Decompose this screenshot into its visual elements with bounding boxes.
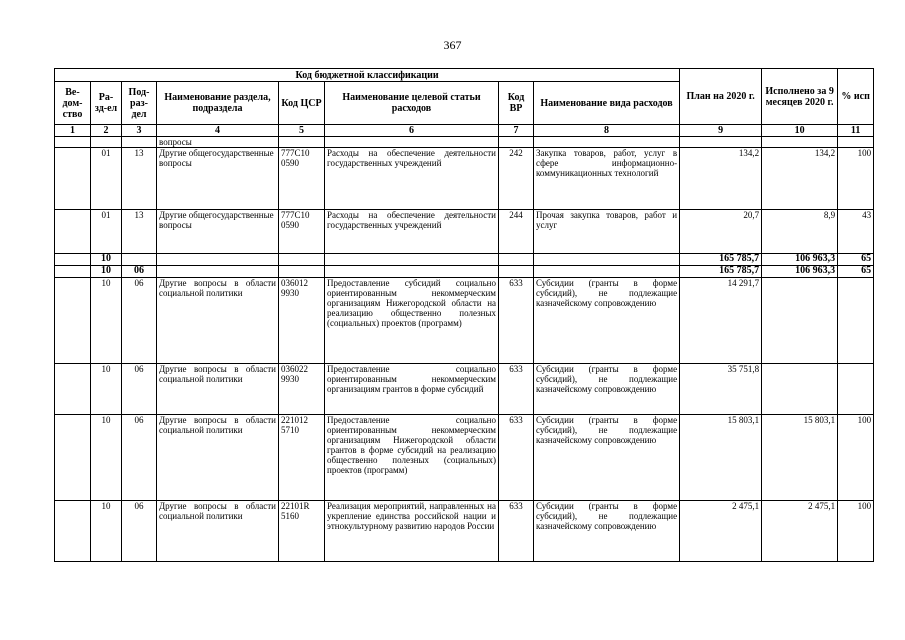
plan-cell: 165 785,7 <box>680 254 762 266</box>
header-vr-name: Наименование вида расходов <box>534 82 680 125</box>
header-ved: Ве-дом-ство <box>55 82 91 125</box>
vr-name-cell: Субсидии (гранты в форме субсидий), не подлежащие казначейскому сопровождению <box>534 415 680 501</box>
done-cell: 8,9 <box>762 210 838 254</box>
razdel-cell: 10 <box>91 364 122 415</box>
razdel-cell: 10 <box>91 254 122 266</box>
plan-cell: 20,7 <box>680 210 762 254</box>
done-cell: 106 963,3 <box>762 254 838 266</box>
article-name-cell: Расходы на обеспечение деятельности государственных учреждений <box>325 210 499 254</box>
vr-name-cell: Прочая закупка товаров, работ и услуг <box>534 210 680 254</box>
razdel-name-cell: Другие вопросы в области социальной политики <box>157 501 279 562</box>
podrazdel-cell: 13 <box>122 148 157 210</box>
article-name-cell: Предоставление социально ориентированным некоммерческим организациям Нижегородской области грантов в форме субсидий на реализацию общественно полезных (социальных) проектов (программ) <box>325 415 499 501</box>
total-row <box>55 266 874 278</box>
column-number: 10 <box>762 125 838 137</box>
ved-cell <box>55 148 91 210</box>
done-cell <box>762 364 838 415</box>
done-cell: 2 475,1 <box>762 501 838 562</box>
table-row <box>55 501 874 562</box>
header-podrazdel: Под-раз-дел <box>122 82 157 125</box>
plan-cell: 14 291,7 <box>680 278 762 364</box>
podrazdel-cell: 06 <box>122 501 157 562</box>
plan-cell: 165 785,7 <box>680 266 762 278</box>
header-pct: % исп <box>838 69 874 125</box>
article-name-cell: Реализация мероприятий, направленных на укрепление единства российской нации и этнокультурному развитию народов России <box>325 501 499 562</box>
csr-cell: 036022 9930 <box>279 364 325 415</box>
razdel-cell: 10 <box>91 266 122 278</box>
header-razdel: Ра-зд-ел <box>91 82 122 125</box>
razdel-name-cell: Другие вопросы в области социальной политики <box>157 415 279 501</box>
razdel-name-cell: вопросы <box>157 137 279 148</box>
article-name-cell: Предоставление субсидий социально ориентированным некоммерческим организациям Нижегородской области на реализацию общественно полезных (социальных) проектов (программ) <box>325 278 499 364</box>
header-article-name: Наименование целевой статьи расходов <box>325 82 499 125</box>
vr-cell: 244 <box>499 210 534 254</box>
razdel-cell: 01 <box>91 148 122 210</box>
page-number: 367 <box>443 38 462 52</box>
pct-cell: 100 <box>838 148 874 210</box>
podrazdel-cell: 06 <box>122 364 157 415</box>
pct-cell: 100 <box>838 415 874 501</box>
csr-cell: 036012 9930 <box>279 278 325 364</box>
column-numbers-row <box>55 125 874 137</box>
column-number: 2 <box>91 125 122 137</box>
csr-cell: 22101R 5160 <box>279 501 325 562</box>
plan-cell: 15 803,1 <box>680 415 762 501</box>
razdel-cell: 10 <box>91 501 122 562</box>
csr-cell: 221012 5710 <box>279 415 325 501</box>
razdel-name-cell: Другие общегосударственные вопросы <box>157 148 279 210</box>
podrazdel-cell <box>122 254 157 266</box>
podrazdel-cell: 06 <box>122 266 157 278</box>
column-number: 8 <box>534 125 680 137</box>
pct-cell: 65 <box>838 266 874 278</box>
pct-cell: 100 <box>838 501 874 562</box>
vr-cell: 633 <box>499 364 534 415</box>
vr-name-cell: Субсидии (гранты в форме субсидий), не подлежащие казначейскому сопровождению <box>534 501 680 562</box>
vr-cell: 633 <box>499 415 534 501</box>
razdel-name-cell: Другие общегосударственные вопросы <box>157 210 279 254</box>
article-name-cell: Расходы на обеспечение деятельности государственных учреждений <box>325 148 499 210</box>
podrazdel-cell: 06 <box>122 278 157 364</box>
header-vr: Код ВР <box>499 82 534 125</box>
razdel-cell: 01 <box>91 210 122 254</box>
plan-cell: 134,2 <box>680 148 762 210</box>
plan-cell: 2 475,1 <box>680 501 762 562</box>
vr-name-cell: Субсидии (гранты в форме субсидий), не подлежащие казначейскому сопровождению <box>534 278 680 364</box>
done-cell: 106 963,3 <box>762 266 838 278</box>
pct-cell <box>838 364 874 415</box>
pct-cell <box>838 278 874 364</box>
total-row <box>55 254 874 266</box>
header-group-row <box>55 69 874 82</box>
vr-name-cell: Субсидии (гранты в форме субсидий), не подлежащие казначейскому сопровождению <box>534 364 680 415</box>
table-row-continued <box>55 137 874 148</box>
header-csr: Код ЦСР <box>279 82 325 125</box>
razdel-cell: 10 <box>91 415 122 501</box>
header-plan: План на 2020 г. <box>680 69 762 125</box>
column-number: 5 <box>279 125 325 137</box>
table-row <box>55 278 874 364</box>
column-number: 6 <box>325 125 499 137</box>
podrazdel-cell: 06 <box>122 415 157 501</box>
table-row <box>55 415 874 501</box>
vr-cell: 633 <box>499 501 534 562</box>
column-number: 3 <box>122 125 157 137</box>
article-name-cell: Предоставление социально ориентированным некоммерческим организациям грантов в форме субсидий <box>325 364 499 415</box>
budget-table <box>54 68 874 562</box>
header-razdel-name: Наименование раздела, подраздела <box>157 82 279 125</box>
done-cell: 15 803,1 <box>762 415 838 501</box>
csr-cell: 777С10 0590 <box>279 148 325 210</box>
pct-cell: 43 <box>838 210 874 254</box>
header-group-title: Код бюджетной классификации <box>55 69 680 82</box>
razdel-name-cell: Другие вопросы в области социальной политики <box>157 364 279 415</box>
ved-cell <box>55 210 91 254</box>
plan-cell: 35 751,8 <box>680 364 762 415</box>
header-done: Исполнено за 9 месяцев 2020 г. <box>762 69 838 125</box>
column-number: 9 <box>680 125 762 137</box>
vr-cell: 633 <box>499 278 534 364</box>
done-cell: 134,2 <box>762 148 838 210</box>
column-number: 1 <box>55 125 91 137</box>
podrazdel-cell: 13 <box>122 210 157 254</box>
table-row <box>55 364 874 415</box>
column-number: 11 <box>838 125 874 137</box>
vr-name-cell: Закупка товаров, работ, услуг в сфере информационно-коммуникационных технологий <box>534 148 680 210</box>
razdel-name-cell: Другие вопросы в области социальной политики <box>157 278 279 364</box>
pct-cell: 65 <box>838 254 874 266</box>
column-number: 7 <box>499 125 534 137</box>
vr-cell: 242 <box>499 148 534 210</box>
column-number: 4 <box>157 125 279 137</box>
table-row <box>55 148 874 210</box>
done-cell <box>762 278 838 364</box>
table-row <box>55 210 874 254</box>
razdel-cell: 10 <box>91 278 122 364</box>
csr-cell: 777С10 0590 <box>279 210 325 254</box>
